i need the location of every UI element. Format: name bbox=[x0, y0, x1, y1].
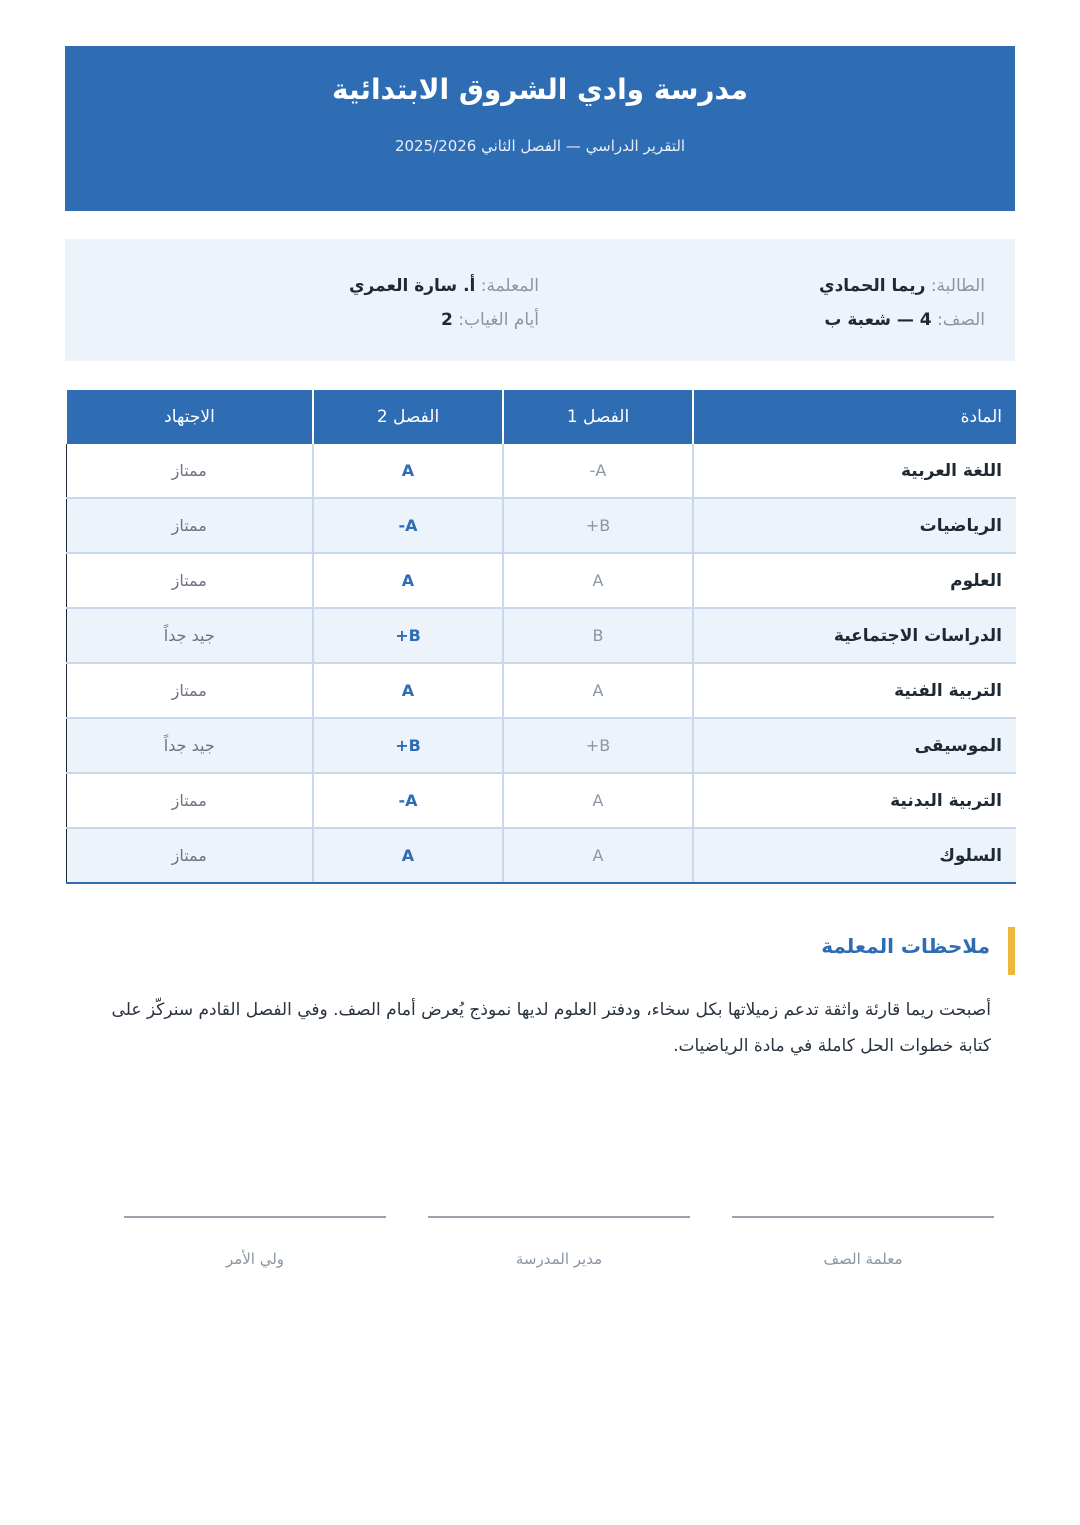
table-row bbox=[66, 663, 1016, 718]
notes-accent-bar bbox=[1008, 927, 1015, 975]
signature-label-guardian: ولي الأمر bbox=[225, 1250, 285, 1268]
notes-text: أصبحت ريما قارئة واثقة تدعم زميلاتها بكل سخاء، ودفتر العلوم لديها نموذج يُعرض أمام الصف. وفي الفصل القادم سنركّز على كتابة خطوات الحل كاملة في مادة الرياضيات. bbox=[111, 1000, 991, 1056]
term2-grade: B+ bbox=[313, 718, 503, 773]
effort-rating: ممتاز bbox=[66, 553, 313, 608]
term1-grade: B+ bbox=[503, 718, 693, 773]
subject-cell: الدراسات الاجتماعية bbox=[693, 608, 1016, 663]
effort-rating: ممتاز bbox=[66, 773, 313, 828]
signature-line-principal bbox=[428, 1216, 690, 1218]
report-header bbox=[65, 46, 1015, 211]
term1-grade: A bbox=[503, 553, 693, 608]
term2-grade: A bbox=[313, 444, 503, 498]
subject-cell: الموسيقى bbox=[693, 718, 1016, 773]
header-term2: الفصل 2 bbox=[313, 390, 503, 444]
term2-grade: A bbox=[313, 828, 503, 883]
notes-title: ملاحظات المعلمة bbox=[821, 934, 990, 958]
table-row bbox=[66, 498, 1016, 553]
term1-grade: A bbox=[503, 663, 693, 718]
student-name: ريما الحمادي bbox=[818, 276, 926, 296]
term2-grade: A bbox=[313, 553, 503, 608]
header-term1: الفصل 1 bbox=[503, 390, 693, 444]
table-row bbox=[66, 444, 1016, 498]
absence-label: أيام الغياب: bbox=[458, 310, 539, 330]
term2-grade: A- bbox=[313, 773, 503, 828]
effort-rating: ممتاز bbox=[66, 498, 313, 553]
signature-line-teacher bbox=[732, 1216, 994, 1218]
grades-header-row bbox=[66, 390, 1016, 444]
header-subject: المادة bbox=[693, 390, 1016, 444]
absence-row bbox=[349, 303, 539, 337]
term1-grade: B+ bbox=[503, 498, 693, 553]
signature-label-principal: مدير المدرسة bbox=[515, 1250, 603, 1268]
signature-line-guardian bbox=[124, 1216, 386, 1218]
school-name: مدرسة وادي الشروق الابتدائية bbox=[332, 73, 748, 106]
subject-cell: السلوك bbox=[693, 828, 1016, 883]
student-info-column bbox=[819, 269, 985, 337]
subject-cell: اللغة العربية bbox=[693, 444, 1016, 498]
signature-label-teacher: معلمة الصف bbox=[823, 1250, 903, 1268]
effort-rating: جيد جداً bbox=[66, 718, 313, 773]
effort-rating: ممتاز bbox=[66, 828, 313, 883]
effort-rating: جيد جداً bbox=[66, 608, 313, 663]
teacher-row bbox=[349, 269, 539, 303]
term1-grade: A bbox=[503, 773, 693, 828]
student-label: الطالبة: bbox=[930, 276, 985, 296]
absence-value: 2 bbox=[441, 310, 453, 330]
teacher-label: المعلمة: bbox=[480, 276, 539, 296]
student-row bbox=[819, 269, 985, 303]
student-info-panel bbox=[65, 239, 1015, 361]
class-label: الصف: bbox=[937, 310, 985, 330]
table-row bbox=[66, 608, 1016, 663]
subject-cell: التربية الفنية bbox=[693, 663, 1016, 718]
class-value: 4 — شعبة ب bbox=[824, 310, 932, 330]
term2-grade: A- bbox=[313, 498, 503, 553]
table-row bbox=[66, 828, 1016, 883]
teacher-info-column bbox=[349, 269, 539, 337]
table-row bbox=[66, 773, 1016, 828]
term2-grade: B+ bbox=[313, 608, 503, 663]
table-row bbox=[66, 718, 1016, 773]
subject-cell: التربية البدنية bbox=[693, 773, 1016, 828]
grades-table bbox=[65, 390, 1016, 884]
teacher-name: أ. سارة العمري bbox=[348, 276, 476, 296]
term2-grade: A bbox=[313, 663, 503, 718]
header-effort: الاجتهاد bbox=[66, 390, 313, 444]
term1-grade: A bbox=[503, 828, 693, 883]
class-row bbox=[819, 303, 985, 337]
report-subtitle: التقرير الدراسي — الفصل الثاني 2025/2026 bbox=[394, 137, 686, 155]
effort-rating: ممتاز bbox=[66, 444, 313, 498]
subject-cell: الرياضيات bbox=[693, 498, 1016, 553]
term1-grade: B bbox=[503, 608, 693, 663]
table-row bbox=[66, 553, 1016, 608]
subject-cell: العلوم bbox=[693, 553, 1016, 608]
term1-grade: A- bbox=[503, 444, 693, 498]
effort-rating: ممتاز bbox=[66, 663, 313, 718]
